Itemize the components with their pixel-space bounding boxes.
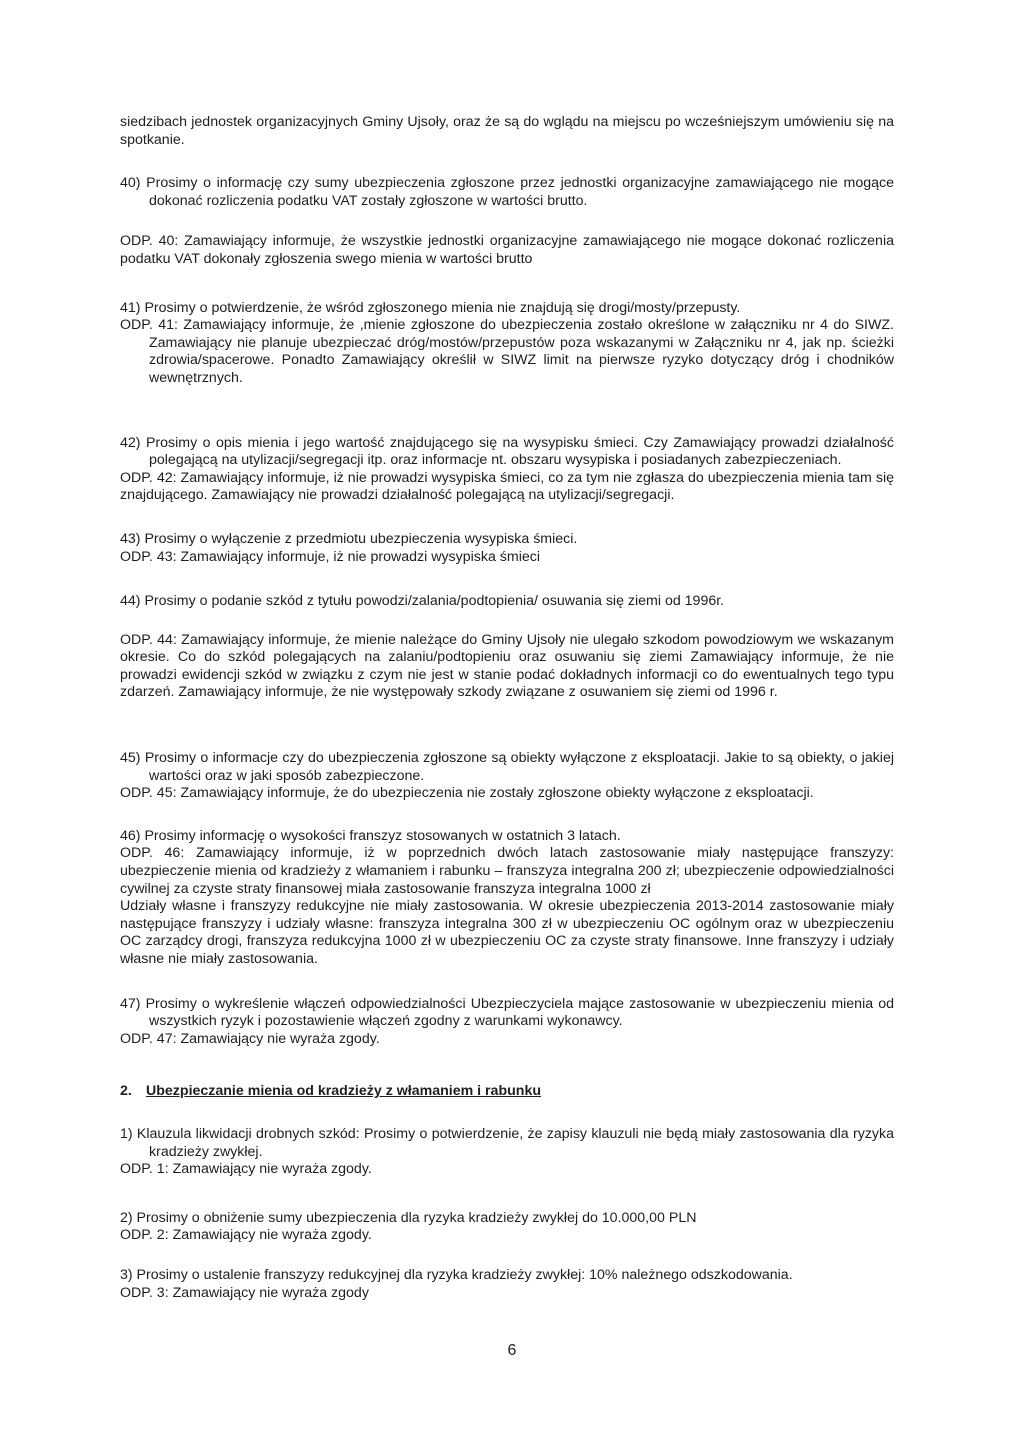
question-paragraph: 40) Prosimy o informację czy sumy ubezpieczenia zgłoszone przez jednostki organizacyjne zamawiającego nie mogące dokonać rozliczenia podatku VAT zostały zgłoszone w wartości brutto. — [120, 175, 894, 209]
section-title: Ubezpieczanie mienia od kradzieży z włamaniem i rabunku — [146, 1083, 542, 1100]
answer-paragraph: ODP. 45: Zamawiający informuje, że do ubezpieczenia nie zostały zgłoszone obiekty wyłączone z eksploatacji. — [120, 785, 814, 802]
answer-paragraph: ODP. 3: Zamawiający nie wyraża zgody — [120, 1284, 369, 1301]
question-paragraph: 46) Prosimy informację o wysokości franszyz stosowanych w ostatnich 3 latach. — [120, 827, 621, 844]
answer-paragraph: ODP. 46: Zamawiający informuje, iż w poprzednich dwóch latach zastosowanie miały następujące franszyzy: ubezpieczenie mienia od kradzieży z włamaniem i rabunku – franszyza integralna 200 zł; ubezpieczenie odpowiedzialności cywilnej za czyste straty finansowej miała zastosowanie franszyza integralna 1000 zł — [120, 845, 894, 897]
question-paragraph: 47) Prosimy o wykreślenie włączeń odpowiedzialności Ubezpieczyciela mające zastosowanie w ubezpieczeniu mienia od wszystkich ryzyk i pozostawienie włączeń zgodny z warunkami wykonawcy. — [120, 995, 894, 1030]
section-number: 2. — [120, 1083, 132, 1100]
answer-paragraph: ODP. 47: Zamawiający nie wyraża zgody. — [120, 1030, 380, 1047]
answer-paragraph: ODP. 42: Zamawiający informuje, iż nie prowadzi wysypiska śmieci, co za tym nie zgłasza do ubezpieczenia mienia tam się znajdującego. Zamawiający nie prowadzi działalność polegającą na utylizacji/segregacji. — [120, 469, 894, 504]
answer-paragraph: ODP. 41: Zamawiający informuje, że ,mienie zgłoszone do ubezpieczenia zostało określone w załączniku nr 4 do SIWZ. Zamawiający nie planuje ubezpieczać dróg/mostów/przepustów poza wskazanymi w Załączniku nr 4, jak np. ścieżki zdrowia/spacerowe. Ponadto Zamawiający określił w SIWZ limit na pierwsze ryzyko dotyczący dróg i chodników wewnętrznych. — [120, 317, 894, 386]
answer-paragraph: ODP. 1: Zamawiający nie wyraża zgody. — [120, 1161, 372, 1178]
answer-paragraph: ODP. 43: Zamawiający informuje, iż nie prowadzi wysypiska śmieci — [120, 548, 540, 565]
text-paragraph: siedzibach jednostek organizacyjnych Gminy Ujsoły, oraz że są do wglądu na miejscu po wcześniejszym umówieniu się na spotkanie. — [120, 114, 894, 148]
page-number: 6 — [507, 1342, 517, 1359]
question-paragraph: 2) Prosimy o obniżenie sumy ubezpieczenia dla ryzyka kradzieży zwykłej do 10.000,00 PLN — [120, 1209, 697, 1226]
answer-paragraph: ODP. 44: Zamawiający informuje, że mienie należące do Gminy Ujsoły nie ulegało szkodom powodziowym we wskazanym okresie. Co do szkód polegających na zalaniu/podtopieniu oraz osuwaniu się ziemi Zamawiający informuje, że nie prowadzi ewidencji szkód w związku z czym nie jest w stanie podać dokładnych informacji co do ewentualnych tego typu zdarzeń. Zamawiający informuje, że nie występowały szkody związane z osuwaniem się ziemi od 1996 r. — [120, 631, 894, 701]
question-paragraph: 3) Prosimy o ustalenie franszyzy redukcyjnej dla ryzyka kradzieży zwykłej: 10% należnego odszkodowania. — [120, 1266, 793, 1283]
question-paragraph: 41) Prosimy o potwierdzenie, że wśród zgłoszonego mienia nie znajdują się drogi/mosty/przepusty. — [120, 299, 741, 316]
question-paragraph: 45) Prosimy o informacje czy do ubezpieczenia zgłoszone są obiekty wyłączone z eksploatacji. Jakie to są obiekty, o jakiej wartości oraz w jaki sposób zabezpieczone. — [120, 750, 894, 784]
question-paragraph: 43) Prosimy o wyłączenie z przedmiotu ubezpieczenia wysypiska śmieci. — [120, 530, 578, 547]
answer-paragraph: ODP. 2: Zamawiający nie wyraża zgody. — [120, 1227, 372, 1244]
question-paragraph: 44) Prosimy o podanie szkód z tytułu powodzi/zalania/podtopienia/ osuwania się ziemi od 1996r. — [120, 593, 725, 610]
question-paragraph: 1) Klauzula likwidacji drobnych szkód: Prosimy o potwierdzenie, że zapisy klauzuli nie będą miały zastosowania dla ryzyka kradzieży zwykłej. — [120, 1125, 894, 1160]
answer-paragraph: Udziały własne i franszyzy redukcyjne nie miały zastosowania. W okresie ubezpieczenia 2013-2014 zastosowanie miały następujące franszyzy i udziały własne: franszyza integralna 300 zł w ubezpieczeniu OC ogólnym oraz w ubezpieczeniu OC zarządcy drogi, franszyza redukcyjna 1000 zł w ubezpieczeniu OC za czyste straty finansowe. Inne franszyzy i udziały własne nie miały zastosowania. — [120, 898, 894, 967]
document-body — [120, 114, 894, 1302]
answer-paragraph: ODP. 40: Zamawiający informuje, że wszystkie jednostki organizacyjne zamawiającego nie mogące dokonać rozliczenia podatku VAT dokonały zgłoszenia swego mienia w wartości brutto — [120, 233, 894, 267]
question-paragraph: 42) Prosimy o opis mienia i jego wartość znajdującego się na wysypisku śmieci. Czy Zamawiający prowadzi działalność polegającą na utylizacji/segregacji itp. oraz informacje nt. obszaru wysypiska i posiadanych zabezpieczeniach. — [120, 434, 894, 469]
section-heading — [120, 1083, 894, 1101]
